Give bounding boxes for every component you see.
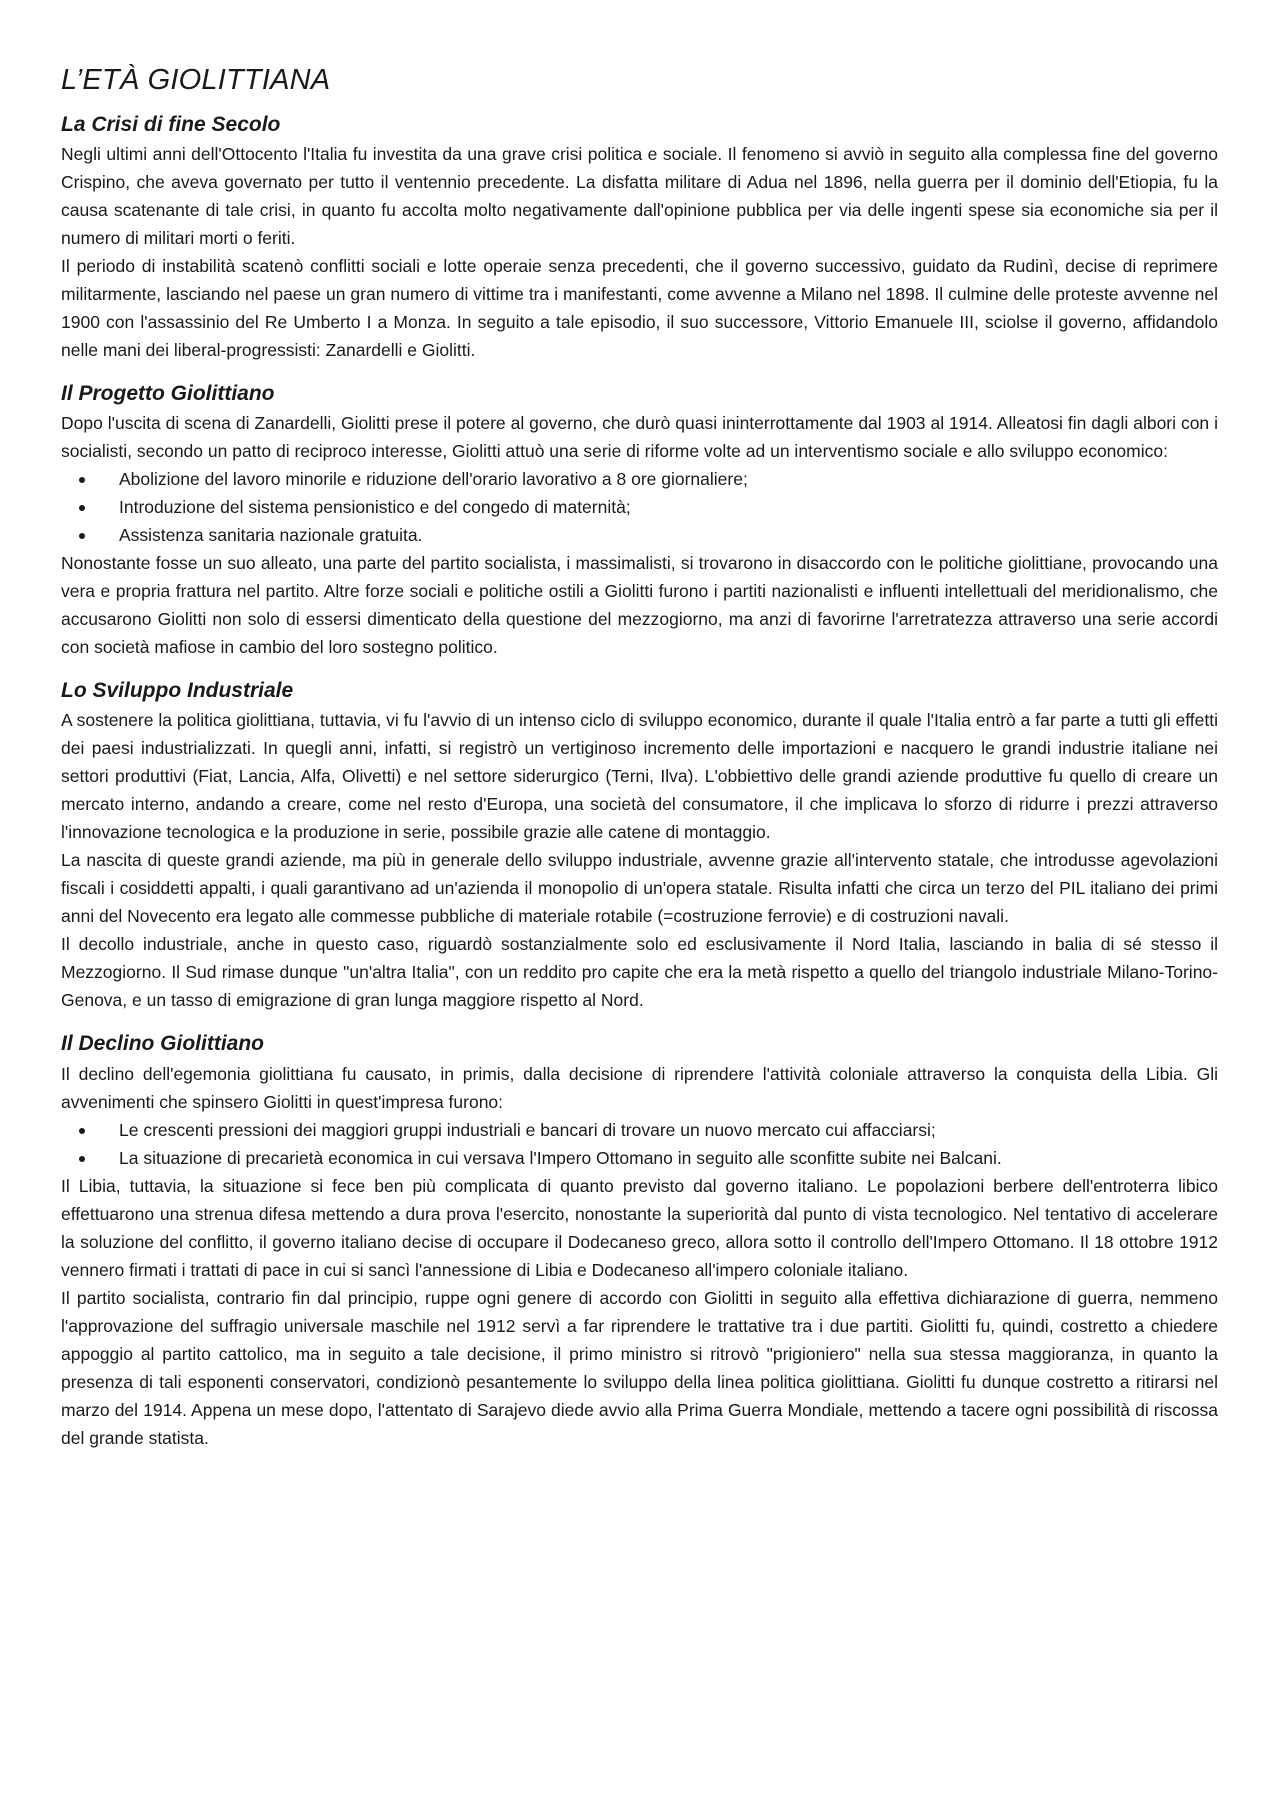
reform-list <box>61 465 1218 549</box>
bullet-icon <box>79 1156 85 1162</box>
paragraph: Dopo l'uscita di scena di Zanardelli, Giolitti prese il potere al governo, che durò quasi ininterrottamente dal 1903 al 1914. Alleatosi fin dagli albori con i socialisti, secondo un patto di reciproco interesse, Giolitti attuò una serie di riforme volte ad un interventismo sociale e allo sviluppo economico: <box>61 413 1218 462</box>
paragraph: Il periodo di instabilità scatenò conflitti sociali e lotte operaie senza precedenti, che il governo successivo, guidato da Rudinì, decise di reprimere militarmente, lasciando nel paese un gran numero di vittime tra i manifestanti, come avvenne a Milano nel 1898. Il culmine delle proteste avvenne nel 1900 con l'assassinio del Re Umberto I a Monza. In seguito a tale episodio, il suo successore, Vittorio Emanuele III, sciolse il governo, affidandolo nelle mani dei liberal-progressisti: Zanardelli e Giolitti. <box>61 255 1218 360</box>
bullet-icon <box>79 505 85 511</box>
section-heading: Il Progetto Giolittiano <box>61 381 275 405</box>
list-item-text: La situazione di precarietà economica in cui versava l'Impero Ottomano in seguito alle sconfitte subite nei Balcani. <box>119 1147 1002 1168</box>
list-item-text: Introduzione del sistema pensionistico e del congedo di maternità; <box>119 497 631 518</box>
section-heading: Il Declino Giolittiano <box>61 1032 265 1056</box>
paragraph: A sostenere la politica giolittiana, tuttavia, vi fu l'avvio di un intenso ciclo di sviluppo economico, durante il quale l'Italia entrò a far parte a tutti gli effetti dei paesi industrializzati. In quegli anni, infatti, si registrò un vertiginoso incremento delle importazioni e nacquero le grandi industrie italiane nei settori produttivi (Fiat, Lancia, Alfa, Olivetti) e nel settore siderurgico (Terni, Ilva). L'obbiettivo delle grandi aziende produttive fu quello di creare un mercato interno, andando a creare, come nel resto d'Europa, una società del consumatore, il che implicava lo sforzo di ridurre i prezzi attraverso l'innovazione tecnologica e la produzione in serie, possibile grazie alle catene di montaggio. <box>61 710 1218 843</box>
list-item-text: Abolizione del lavoro minorile e riduzione dell'orario lavorativo a 8 ore giornaliere; <box>119 469 748 490</box>
list-item <box>61 1116 1218 1144</box>
section-heading: Lo Sviluppo Industriale <box>61 679 294 703</box>
paragraph: La nascita di queste grandi aziende, ma più in generale dello sviluppo industriale, avvenne grazie all'intervento statale, che introdusse agevolazioni fiscali i cosiddetti appalti, i quali garantivano ad un'azienda il monopolio di un'opera statale. Risulta infatti che circa un terzo del PIL italiano dei primi anni del Novecento era legato alle commesse pubbliche di materiale rotabile (=costruzione ferrovie) e di costruzioni navali. <box>61 850 1218 927</box>
list-item <box>61 1144 1218 1172</box>
document-page <box>61 62 1218 1469</box>
document-title: L’ETÀ GIOLITTIANA <box>61 64 331 96</box>
paragraph: Il decollo industriale, anche in questo caso, riguardò sostanzialmente solo ed esclusivamente il Nord Italia, lasciando in balia di sé stesso il Mezzogiorno. Il Sud rimase dunque "un'altra Italia", con un reddito pro capite che era la metà rispetto a quello del triangolo industriale Milano-Torino-Genova, e un tasso di emigrazione di gran lunga maggiore rispetto al Nord. <box>61 934 1218 1011</box>
bullet-icon <box>79 477 85 483</box>
causes-list <box>61 1116 1218 1172</box>
list-item <box>61 521 1218 549</box>
paragraph: Il declino dell'egemonia giolittiana fu causato, in primis, dalla decisione di riprendere l'attività coloniale attraverso la conquista della Libia. Gli avvenimenti che spinsero Giolitti in quest'impresa furono: <box>61 1063 1218 1112</box>
section-heading: La Crisi di fine Secolo <box>61 112 281 136</box>
section-declino-giolittiano <box>61 1031 1218 1451</box>
list-item-text: Le crescenti pressioni dei maggiori gruppi industriali e bancari di trovare un nuovo mercato cui affacciarsi; <box>119 1119 936 1140</box>
paragraph: Il Libia, tuttavia, la situazione si fece ben più complicata di quanto previsto dal governo italiano. Le popolazioni berbere dell'entroterra libico effettuarono una strenua difesa mettendo a dura prova l'esercito, nonostante la superiorità dal punto di vista tecnologico. Nel tentativo di accelerare la soluzione del conflitto, il governo italiano decise di occupare il Dodecaneso greco, allora sotto il controllo dell'Impero Ottomano. Il 18 ottobre 1912 vennero firmati i trattati di pace in cui si sancì l'annessione di Libia e Dodecaneso all'impero coloniale italiano. <box>61 1175 1218 1280</box>
bullet-icon <box>79 533 85 539</box>
paragraph: Negli ultimi anni dell'Ottocento l'Italia fu investita da una grave crisi politica e sociale. Il fenomeno si avviò in seguito alla complessa fine del governo Crispino, che aveva governato per tutto il ventennio precedente. La disfatta militare di Adua nel 1896, nella guerra per il dominio dell'Etiopia, fu la causa scatenante di tale crisi, in quanto fu accolta molto negativamente dall'opinione pubblica per via delle ingenti spese sia economiche sia per il numero di militari morti o feriti. <box>61 143 1218 248</box>
section-sviluppo-industriale <box>61 678 1218 1014</box>
list-item-text: Assistenza sanitaria nazionale gratuita. <box>119 525 423 546</box>
list-item <box>61 493 1218 521</box>
list-item <box>61 465 1218 493</box>
bullet-icon <box>79 1128 85 1134</box>
section-crisi-fine-secolo <box>61 112 1218 364</box>
paragraph: Il partito socialista, contrario fin dal principio, ruppe ogni genere di accordo con Giolitti in seguito alla effettiva dichiarazione di guerra, nemmeno l'approvazione del suffragio universale maschile nel 1912 servì a far riprendere le trattative tra i due partiti. Giolitti fu, quindi, costretto a chiedere appoggio al partito cattolico, ma in seguito a tale decisione, il primo ministro si ritrovò "prigioniero" nella sua stessa maggioranza, in quanto la presenza di tali esponenti conservatori, condizionò pesantemente lo sviluppo della linea politica giolittiana. Giolitti fu dunque costretto a ritirarsi nel marzo del 1914. Appena un mese dopo, l'attentato di Sarajevo diede avvio alla Prima Guerra Mondiale, mettendo a tacere ogni possibilità di riscossa del grande statista. <box>61 1287 1218 1448</box>
paragraph: Nonostante fosse un suo alleato, una parte del partito socialista, i massimalisti, si trovarono in disaccordo con le politiche giolittiane, provocando una vera e propria frattura nel partito. Altre forze sociali e politiche ostili a Giolitti furono i partiti nazionalisti e influenti intellettuali del meridionalismo, che accusarono Giolitti non solo di essersi dimenticato della questione del mezzogiorno, ma anzi di favorirne l'arretratezza attraverso una serie accordi con società mafiose in cambio del loro sostegno politico. <box>61 553 1218 658</box>
section-progetto-giolittiano <box>61 381 1218 661</box>
